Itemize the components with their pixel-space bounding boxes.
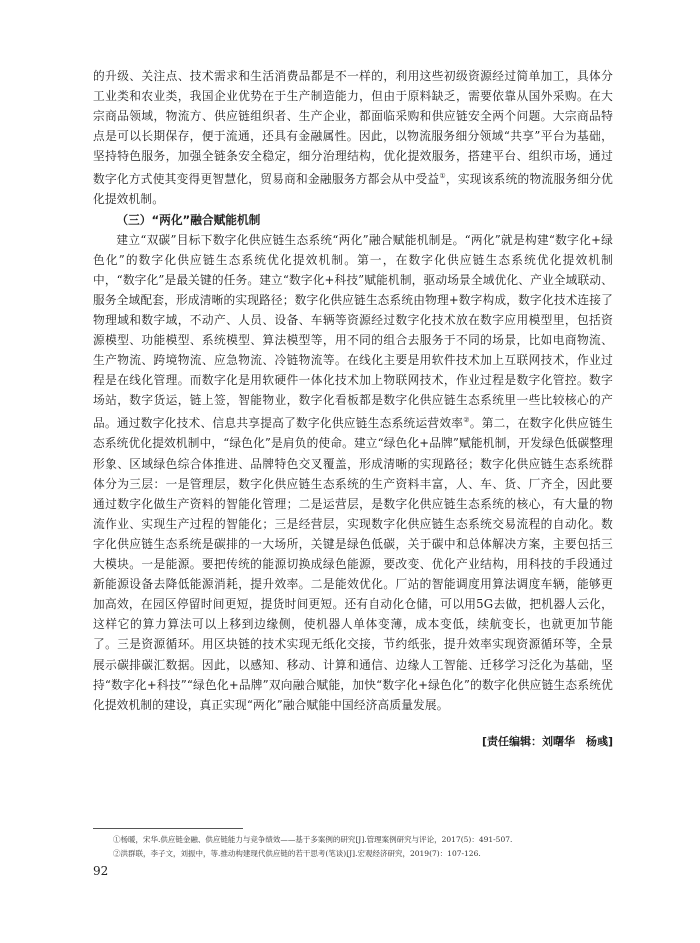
footnote-1: ①杨暖，宋华.供应链金融、供应链能力与竞争绩效——基于多案例的研究[J].管理案例研究与评论，2017(5)：491-507.: [113, 835, 513, 844]
page-number: 92: [93, 864, 109, 878]
footnotes: [113, 833, 613, 861]
paragraph-2-text: 建立“双碳”目标下数字化供应链生态系统“两化”融合赋能机制是。“两化”就是构建“数字化+绿色化”的数字化供应链生态系统优化提效机制。第一，在数字化供应链生态系统优化提效机制中，“数字化”是最关键的任务。建立“数字化+科技”赋能机制，驱动场景全域优化、产业全域联动、服务全域配套，形成清晰的实现路径；数字化供应链生态系统由物理+数字构成，数字化技术连接了物理域和数字域，不动产、人员、设备、车辆等资源经过数字化技术放在数字应用模型里，包括资源模型、功能模型、系统模型、算法模型等，用不同的组合去服务于不同的场景，比如电商物流、生产物流、跨境物流、应急物流、冷链物流等。在线化主要是用软件技术加上互联网技术，作业过程是在线化管理。而数字化是用软硬件一体化技术加上物联网技术，作业过程是数字化管控。数字场站，数字货运，链上签，智能物业，数字化看板都是数字化供应链生态系统里一些比较核心的产品。通过数字化技术、信息共享提高了数字化供应链生态系统运营效率: [93, 232, 613, 431]
paragraph-1-tail: ，实现该系统的物流服务细分优化提效机制。: [93, 172, 613, 207]
section-heading: （三）“两化”融合赋能机制: [116, 212, 261, 227]
footnote-2: ②洪群联，李子文，刘振中，等.推动构建现代供应链的若干思考(笔谈)[J].宏观经济研究，2019(7)：107-126.: [113, 849, 481, 858]
footnote-ref-1[interactable]: ①: [439, 172, 446, 181]
paragraph-1-text: 的升级、关注点、技术需求和生活消费品都是不一样的，利用这些初级资源经过简单加工，具体分工业类和农业类，我国企业优势在于生产制造能力，但由于原料缺乏，需要依靠从国外采购。在大宗商品领域，物流方、供应链组织者、生产企业，都面临采购和供应链安全两个问题。大宗商品特点是可以长期保存，便于流通，还具有金融属性。因此，以物流服务细分领域“共享”平台为基础，坚持特色服务，加强全链条安全稳定，细分治理结构，优化提效服务，搭建平台、组织市场，通过数字化方式使其变得更智慧化，贸易商和金融服务方都会从中受益: [93, 69, 613, 187]
editor-credit: [责任编辑：刘曙华 杨彧]: [481, 734, 613, 748]
paragraph-2: [93, 230, 613, 715]
paragraph-2-cont: 。第二，在数字化供应链生态系统优化提效机制中，“绿色化”是肩负的使命。建立“绿色化+品牌”赋能机制，开发绿色低碳整理形象、区域绿色综合体推进、品牌特色交叉覆盖，形成清晰的实现路径；数字化供应链生态系统群体分为三层：一是管理层，数字化供应链生态系统的生产资料丰富，人、车、货、厂齐全，因此要通过数字化做生产资料的智能化管理；二是运营层，是数字化供应链生态系统的核心，有大量的物流作业、实现生产过程的智能化；三是经营层，实现数字化供应链生态系统交易流程的自动化。数字化供应链生态系统是碳排的一大场所，关键是绿色低碳，关于碳中和总体解决方案，主要包括三大模块。一是能源。要把传统的能源切换成绿色能源，要改变、优化产业结构，用科技的手段通过新能源设备去降低能源消耗，提升效率。二是能效优化。厂站的智能调度用算法调度车辆，能够更加高效，在园区停留时间更短，提货时间更短。还有自动化仓储，可以用5G去做，把机器人云化，这样它的算力算法可以上移到边缘侧，使机器人单体变薄，成本变低，续航变长，也就更加节能了。三是资源循环。用区块链的技术实现无纸化交接，节约纸张，提升效率实现资源循环等，全景展示碳排碳汇数据。因此，以感知、移动、计算和通信、边缘人工智能、迁移学习泛化为基础，坚持“数字化+科技”“绿色化+品牌”双向融合赋能，加快“数字化+绿色化”的数字化供应链生态系统优化提效机制的建设，真正实现“两化”融合赋能中国经济高质量发展。: [93, 416, 613, 712]
article-body: [93, 66, 613, 749]
footnote-ref-2[interactable]: ②: [463, 416, 470, 425]
footnote-divider: [93, 828, 243, 829]
paragraph-1: [93, 66, 613, 210]
